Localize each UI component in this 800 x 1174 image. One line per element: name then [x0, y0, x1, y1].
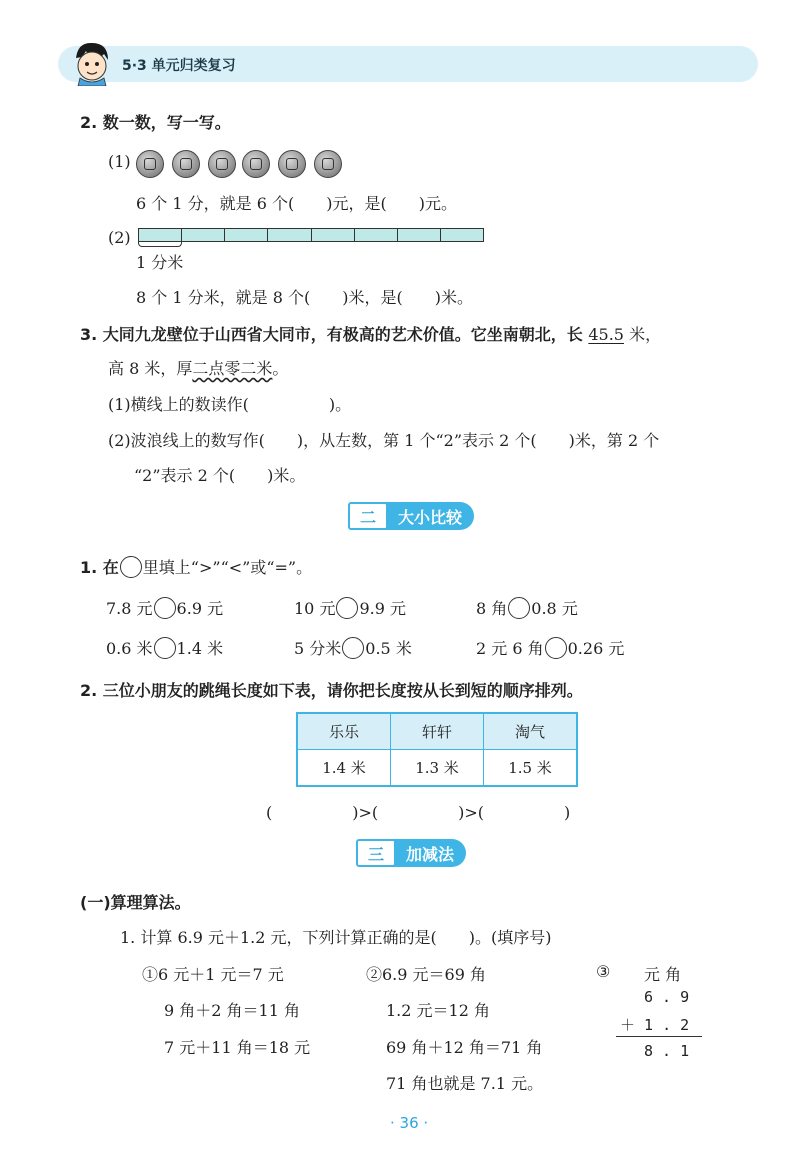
section-number: 二	[348, 502, 388, 530]
comparison-item: 5 分米 0.5 米	[294, 639, 412, 658]
mascot-icon	[70, 40, 114, 86]
ruler-unit-label: 1 分米	[136, 253, 184, 272]
q3-wavy-text: 二点零二米	[192, 359, 273, 378]
coin-icon	[314, 150, 342, 178]
method2-line: ②6.9 元＝69 角	[366, 965, 486, 984]
method3-units: 元 角	[644, 965, 682, 984]
q3-sub2: (2)波浪线上的数写作( )，从左数，第 1 个“2”表示 2 个( )米，第 2 个	[108, 431, 660, 450]
compare-q2-title: 2. 三位小朋友的跳绳长度如下表，请你把长度按从长到短的顺序排列。	[80, 681, 583, 700]
q2-title: 2. 数一数，写一写。	[80, 113, 231, 132]
coin-icon	[242, 150, 270, 178]
comparison-item: 2 元 6 角 0.26 元	[476, 639, 625, 658]
compare-q1-title-a: 1. 在	[80, 558, 119, 577]
blank-circle	[545, 637, 567, 659]
q3-line1	[80, 322, 661, 345]
method2-line: 69 角＋12 角＝71 角	[386, 1038, 543, 1057]
table-cell: 1.3 米	[391, 750, 484, 787]
method2-line: 71 角也就是 7.1 元。	[386, 1074, 544, 1093]
q3-line2	[108, 356, 288, 379]
table-cell: 1.4 米	[297, 750, 391, 787]
table-header-cell: 轩轩	[391, 713, 484, 750]
comparison-item: 10 元 9.9 元	[294, 599, 406, 618]
section-number: 三	[356, 839, 396, 867]
jump-rope-table	[296, 712, 578, 787]
q3-line2-text: 高 8 米，厚	[108, 359, 193, 378]
method1-line: 7 元＋11 角＝18 元	[164, 1038, 311, 1057]
table-cell: 1.5 米	[484, 750, 578, 787]
coin-icon	[208, 150, 236, 178]
blank-circle	[342, 637, 364, 659]
method1-line: 9 角＋2 角＝11 角	[164, 1001, 300, 1020]
comparison-item: 0.6 米 1.4 米	[106, 639, 224, 658]
q3-line1-end: 米，	[623, 325, 662, 344]
section-title: 大小比较	[398, 507, 463, 527]
q3-underlined-number: 45.5	[588, 325, 624, 344]
q3-line1-text: 3. 大同九龙壁位于山西省大同市，有极高的艺术价值。它坐南朝北，长	[80, 325, 589, 344]
table-header-cell: 淘气	[484, 713, 578, 750]
method2-line: 1.2 元＝12 角	[386, 1001, 490, 1020]
table-header-cell: 乐乐	[297, 713, 391, 750]
ruler-brace	[138, 240, 182, 247]
ruler-bar	[138, 228, 484, 242]
blank-circle	[508, 597, 530, 619]
q2-part2-text: 8 个 1 分米，就是 8 个( )米，是( )米。	[136, 288, 473, 307]
q2-part1-label: (1)	[108, 152, 131, 171]
section-badge-addsub	[360, 839, 466, 867]
compare-q1-title-b: 里填上“>”“<”或“=”。	[142, 558, 313, 577]
section-title: 加减法	[406, 844, 455, 864]
method3-result: 8 . 1	[644, 1042, 690, 1060]
q3-sub1: (1)横线上的数读作( )。	[108, 395, 352, 414]
blank-circle	[120, 556, 142, 578]
coin-icon	[136, 150, 164, 178]
blank-circle	[154, 637, 176, 659]
method3-addend1: 6 . 9	[644, 988, 690, 1006]
blank-circle	[154, 597, 176, 619]
compare-q1-title	[80, 555, 312, 578]
method3-addend2: ＋ 1 . 2	[620, 1016, 690, 1034]
q3-line2-end: 。	[272, 359, 289, 378]
q2-part2-label: (2)	[108, 228, 131, 247]
order-answer-line: ( )>( )>( )	[266, 803, 571, 822]
coin-icon	[172, 150, 200, 178]
section-badge-compare	[352, 502, 474, 530]
sum-line	[616, 1036, 702, 1037]
header-title: 5·3 单元归类复习	[122, 58, 236, 74]
sub-section-title: (一)算理算法。	[80, 893, 191, 912]
method1-line: ①6 元＋1 元＝7 元	[142, 965, 284, 984]
comparison-item: 8 角 0.8 元	[476, 599, 578, 618]
coin-icon	[278, 150, 306, 178]
method3-label: ③	[596, 962, 611, 981]
comparison-item: 7.8 元 6.9 元	[106, 599, 224, 618]
blank-circle	[336, 597, 358, 619]
addsub-q1-title: 1. 计算 6.9 元＋1.2 元，下列计算正确的是( )。(填序号)	[120, 928, 552, 947]
page-number: · 36 ·	[390, 1114, 429, 1132]
q3-sub2-cont: “2”表示 2 个( )米。	[134, 466, 306, 485]
q2-part1-text: 6 个 1 分，就是 6 个( )元，是( )元。	[136, 194, 457, 213]
